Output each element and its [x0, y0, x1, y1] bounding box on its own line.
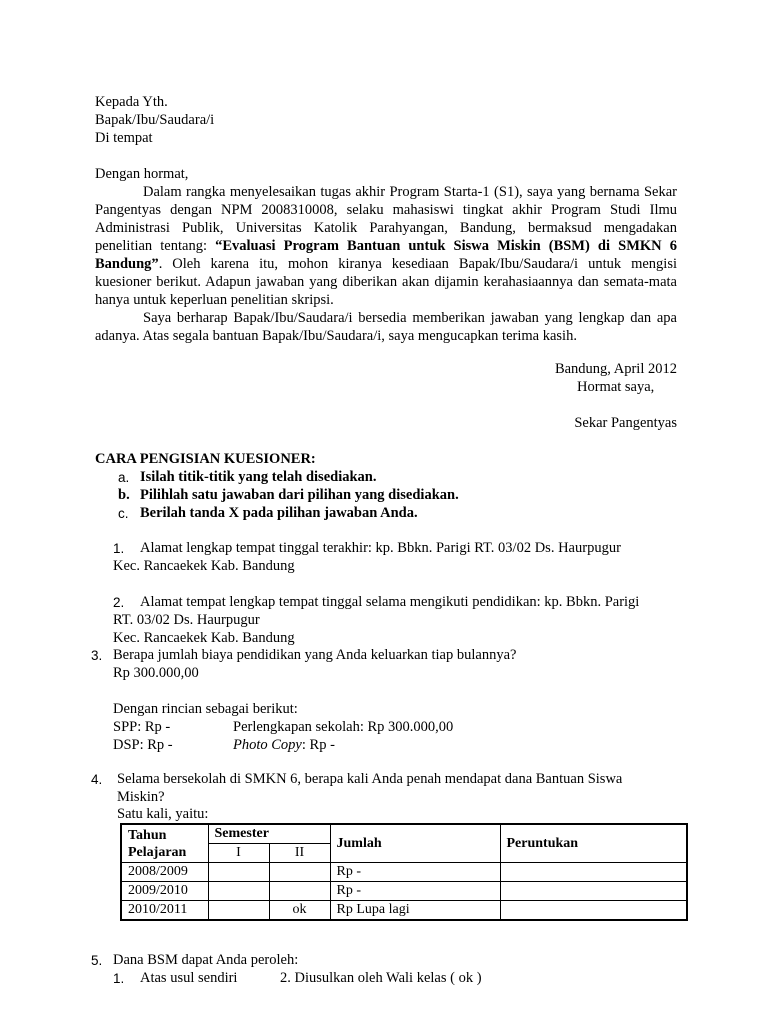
- header-semester-1: I: [208, 844, 269, 863]
- intro-text-start: Dalam rangka menyelesaikan tugas akhir Program Starta-1 (S1), saya yang bernama Sekar Pangentyas dengan NPM 2008310008, selaku mahasiswi tingkat akhir Program Studi Ilmu Administrasi Publik, Universitas Katolik Parahyangan, Bandung, bermaksud mengadakan penelitian tentang:: [95, 184, 677, 254]
- cell-semester-2: ok: [269, 901, 330, 921]
- photocopy-value: : Rp -: [301, 737, 335, 753]
- table-row: [121, 882, 687, 901]
- cost-supplies: Perlengkapan sekolah: Rp 300.000,00: [233, 719, 454, 735]
- table-row: [121, 901, 687, 921]
- option-number: 1.: [113, 971, 125, 986]
- question-1-text: Alamat lengkap tempat tinggal terakhir: kp. Bbkn. Parigi RT. 03/02 Ds. Haurpugur: [140, 540, 621, 556]
- photocopy-label: Photo Copy: [233, 737, 302, 753]
- question-2-continuation: Kec. Rancaekek Kab. Bandung: [113, 630, 295, 646]
- option-1: Atas usul sendiri: [140, 970, 238, 986]
- cell-semester-2: [269, 863, 330, 882]
- cell-jumlah: Rp -: [330, 863, 500, 882]
- cost-dsp: DSP: Rp -: [113, 737, 173, 753]
- cell-tahun: 2010/2011: [121, 901, 208, 921]
- question-4-continuation: Miskin?: [117, 789, 165, 805]
- header-tahun-pelajaran: [121, 824, 208, 863]
- recipient-line: Bapak/Ibu/Saudara/i: [95, 112, 215, 128]
- header-semester: Semester: [208, 824, 330, 844]
- cost-spp: SPP: Rp -: [113, 719, 171, 735]
- question-3-answer: Rp 300.000,00: [113, 665, 199, 681]
- signer-name: Sekar Pangentyas: [574, 415, 677, 431]
- question-number: 1.: [113, 541, 125, 556]
- cell-tahun: 2008/2009: [121, 863, 208, 882]
- header-pelajaran: Pelajaran: [128, 844, 187, 860]
- question-number: 3.: [91, 648, 103, 663]
- option-2: 2. Diusulkan oleh Wali kelas ( ok ): [280, 970, 482, 986]
- question-1-continuation: Kec. Rancaekek Kab. Bandung: [113, 558, 295, 574]
- instruction-item: Berilah tanda X pada pilihan jawaban Anda.: [140, 505, 418, 521]
- bsm-table: [120, 823, 688, 921]
- instructions-title: CARA PENGISIAN KUESIONER:: [95, 451, 316, 467]
- instruction-marker: c.: [118, 506, 129, 521]
- cost-photocopy: [233, 737, 335, 754]
- cell-semester-1: [208, 863, 269, 882]
- instruction-item: Pilihlah satu jawaban dari pilihan yang disediakan.: [140, 487, 459, 503]
- question-3-text: Berapa jumlah biaya pendidikan yang Anda keluarkan tiap bulannya?: [113, 647, 517, 663]
- instruction-marker: a.: [118, 470, 130, 485]
- cell-jumlah: Rp -: [330, 882, 500, 901]
- cell-semester-1: [208, 882, 269, 901]
- question-number: 5.: [91, 953, 103, 968]
- cell-semester-2: [269, 882, 330, 901]
- greeting: Dengan hormat,: [95, 166, 189, 182]
- cost-detail-intro: Dengan rincian sebagai berikut:: [113, 701, 298, 717]
- table-row: [121, 863, 687, 882]
- research-title: “Evaluasi Program Bantuan untuk Siswa Miskin (BSM) di SMKN 6 Bandung”: [95, 238, 677, 272]
- intro-paragraph: [95, 183, 677, 309]
- question-4-answer: Satu kali, yaitu:: [117, 806, 209, 822]
- request-paragraph: [95, 309, 677, 345]
- header-jumlah: Jumlah: [330, 824, 500, 863]
- place-date: Bandung, April 2012: [554, 361, 677, 377]
- table-header-row: [121, 824, 687, 844]
- question-5-text: Dana BSM dapat Anda peroleh:: [113, 952, 299, 968]
- question-number: 4.: [91, 772, 103, 787]
- question-4-text: Selama bersekolah di SMKN 6, berapa kali Anda penah mendapat dana Bantuan Siswa: [117, 771, 623, 787]
- cell-peruntukan: [500, 863, 687, 882]
- question-number: 2.: [113, 595, 125, 610]
- cell-semester-1: [208, 901, 269, 921]
- instruction-item: Isilah titik-titik yang telah disediakan.: [140, 469, 377, 485]
- cell-tahun: 2009/2010: [121, 882, 208, 901]
- recipient-line: Kepada Yth.: [95, 94, 168, 110]
- regards: Hormat saya,: [577, 379, 655, 395]
- cell-peruntukan: [500, 882, 687, 901]
- header-tahun: Tahun: [128, 827, 167, 843]
- question-2-continuation: RT. 03/02 Ds. Haurpugur: [113, 612, 260, 628]
- instruction-marker: b.: [118, 487, 130, 503]
- question-2-text: Alamat tempat lengkap tempat tinggal selama mengikuti pendidikan: kp. Bbkn. Parigi: [140, 594, 640, 610]
- header-semester-2: II: [269, 844, 330, 863]
- cell-jumlah: Rp Lupa lagi: [330, 901, 500, 921]
- recipient-line: Di tempat: [95, 130, 153, 146]
- intro-text-end: . Oleh karena itu, mohon kiranya kesediaan Bapak/Ibu/Saudara/i untuk mengisi kuesioner berikut. Adapun jawaban yang diberikan akan dijamin kerahasiaannya dan semata-mata hanya untuk keperluan penelitian skripsi.: [95, 256, 677, 308]
- request-text: Saya berharap Bapak/Ibu/Saudara/i bersedia memberikan jawaban yang lengkap dan apa adanya. Atas segala bantuan Bapak/Ibu/Saudara/i, saya mengucapkan terima kasih.: [95, 310, 677, 344]
- header-peruntukan: Peruntukan: [500, 824, 687, 863]
- cell-peruntukan: [500, 901, 687, 921]
